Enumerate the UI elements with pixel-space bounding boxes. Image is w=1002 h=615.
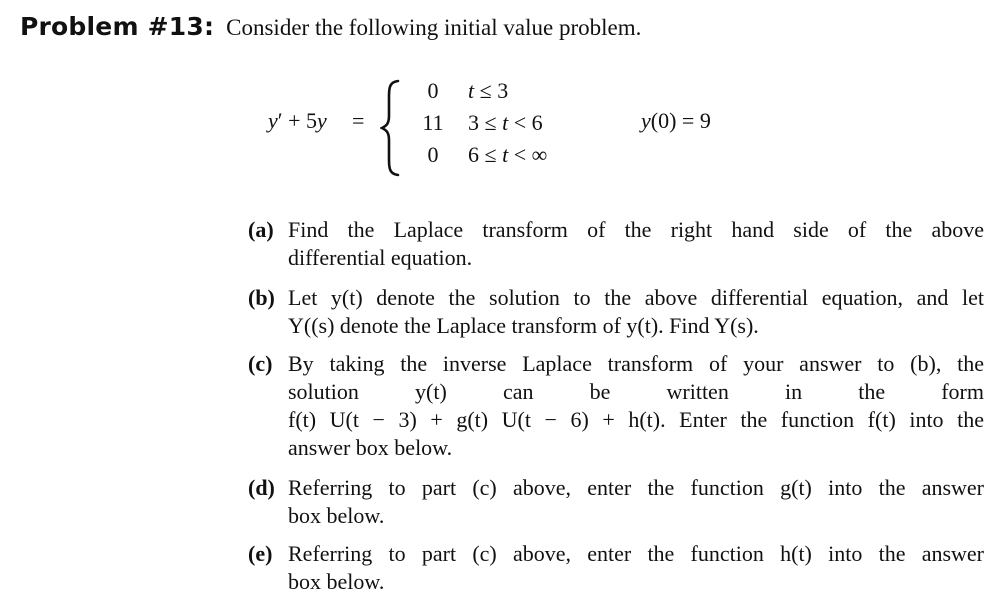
equals-sign: = — [352, 108, 365, 133]
part-c-label: (c) — [248, 351, 273, 376]
case-condition: 3 ≤ t < 6 — [468, 110, 543, 135]
part-a — [248, 216, 984, 272]
part-c-line: f(t) U(t − 3) + g(t) U(t − 6) + h(t). Enter the function f(t) into the — [288, 407, 984, 432]
equation-lhs — [268, 108, 327, 134]
part-c-line: solution y(t) can be written in the form — [288, 379, 984, 404]
part-e-label: (e) — [248, 541, 273, 566]
part-d — [248, 474, 984, 530]
case-condition: t ≤ 3 — [468, 78, 509, 103]
lhs-plus-five: + 5 — [282, 108, 317, 133]
part-b-line: Y((s) denote the Laplace transform of y(t). Find Y(s). — [288, 313, 759, 338]
case-value: 0 — [427, 142, 439, 167]
part-b-label: (b) — [248, 285, 275, 310]
lhs-prime: ′ — [277, 108, 283, 133]
initial-condition: y(0) = 9 — [641, 108, 711, 133]
case-condition: 6 ≤ t < ∞ — [468, 142, 548, 167]
part-d-line: box below. — [288, 503, 385, 528]
initial-value-equation — [268, 78, 748, 178]
part-d-label: (d) — [248, 475, 275, 500]
problem-header — [20, 12, 641, 41]
part-e-line: box below. — [288, 569, 385, 594]
problem-intro: Consider the following initial value problem. — [226, 15, 642, 40]
part-b-line: Let y(t) denote the solution to the above differential equation, and let — [288, 285, 984, 310]
part-c — [248, 350, 984, 462]
part-e-line: Referring to part (c) above, enter the function h(t) into the answer — [288, 541, 984, 566]
lhs-y: y — [268, 108, 278, 133]
left-brace-icon — [380, 78, 402, 178]
part-a-line: Find the Laplace transform of the right hand side of the above — [288, 217, 984, 242]
problem-label: Problem #13: — [20, 12, 215, 41]
case-value: 0 — [427, 78, 439, 103]
case-value: 11 — [422, 110, 444, 135]
part-d-line: Referring to part (c) above, enter the function g(t) into the answer — [288, 475, 984, 500]
part-e — [248, 540, 984, 596]
part-c-line: By taking the inverse Laplace transform of your answer to (b), the — [288, 351, 984, 376]
part-a-label: (a) — [248, 217, 274, 242]
part-a-line: differential equation. — [288, 245, 473, 270]
part-b — [248, 284, 984, 340]
part-c-line: answer box below. — [288, 435, 453, 460]
lhs-y2: y — [317, 108, 327, 133]
